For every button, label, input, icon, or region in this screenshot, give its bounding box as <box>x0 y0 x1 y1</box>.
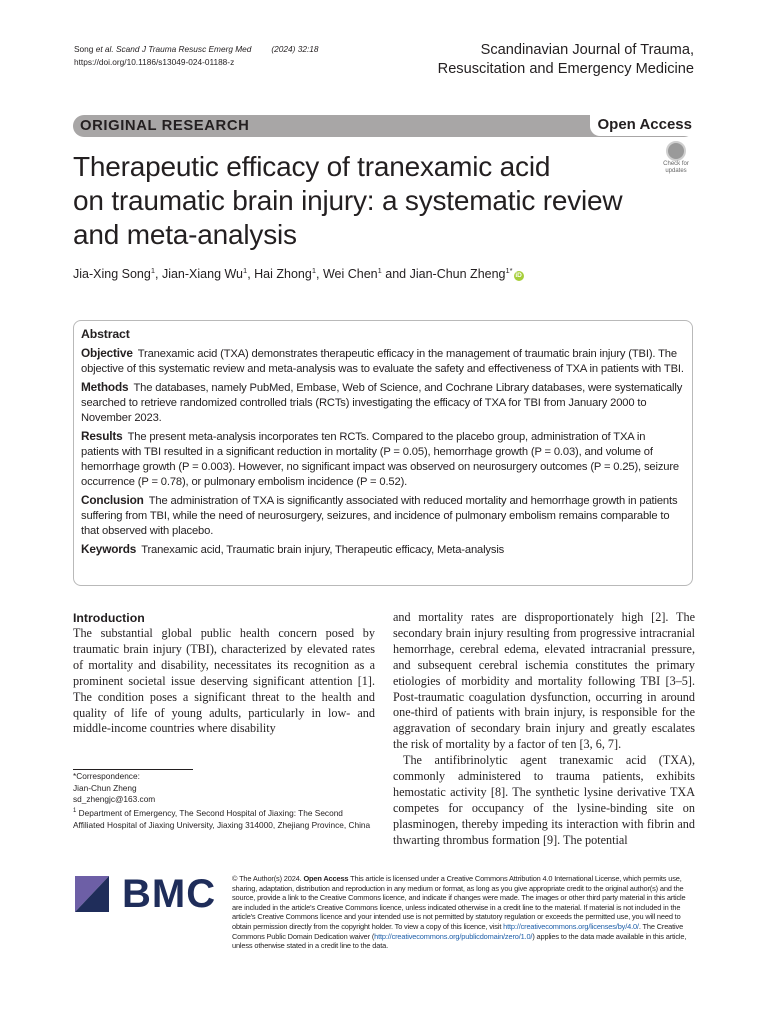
author-affiliation-sup: 1 <box>150 266 155 275</box>
body-paragraph: The substantial global public health concern posed by traumatic brain injury (TBI), characterized by elevated rates of mortality and disability, necessitates its recognition as a prominent societal issue deserving significant attention [1]. The condition poses a significant threat to the health and quality of life of young adults, particularly in low- and middle-income countries where disability <box>73 626 375 736</box>
header-journal: et al. Scand J Trauma Resusc Emerg Med <box>95 44 252 54</box>
header-authors: Song <box>74 44 94 54</box>
author-affiliation-sup: 1 <box>377 266 382 275</box>
correspondence-label: *Correspondence: <box>73 771 140 781</box>
license-open-access: Open Access <box>303 874 349 883</box>
license-body: . The Creative Commons Public Domain Dedication waiver ( <box>232 921 684 941</box>
author-separator: , <box>247 267 255 282</box>
abstract-section-text: The present meta-analysis incorporates ten RCTs. Compared to the placebo group, administration of TXA in patients with TBI resulted in a significant reduction in mortality (P = 0.05), hemorrhage growth (P = 0.03), and volume of hemorrhage growth (P = 0.003). However, no significant impact was observed on neurosurgery outcomes (P = 0.25), seizure occurrence (P = 0.78), or pulmonary embolism incidence (P = 0.52). <box>81 431 679 488</box>
author-name[interactable]: Hai Zhong <box>254 267 312 282</box>
orcid-icon[interactable]: iD <box>515 272 522 280</box>
abstract-section-label: Objective <box>81 346 133 360</box>
body-paragraph: The antifibrinolytic agent tranexamic acid (TXA), commonly administered to trauma patients, exhibits hemostatic activity [8]. The synthetic lysine derivative TXA competes for occupancy of the lysine-binding site on plasminogen, thereby impeding its interaction with fibrin and thwarting thrombus formation [9]. The potential <box>393 753 695 847</box>
abstract-section-label: Keywords <box>81 542 137 556</box>
license-body: This article is licensed under a Creative Commons Attribution 4.0 International License, which permits use, sharing, adaptation, distribution and reproduction in any medium or format, as long as you give appropriate credit to the original author(s) and the source, provide a link to the Creative Commons licence, and indicate if changes were made. The images or other third party material in this article are included in the article's Creative Commons licence, unless indicated otherwise in a credit line to the material. If material is not included in the article's Creative Commons licence and your intended use is not permitted by statutory regulation or exceeds the permitted use, you will need to obtain permission directly from the copyright holder. To view a copy of this licence, visit <box>232 874 686 931</box>
author-list <box>73 262 524 283</box>
title-line: on traumatic brain injury: a systematic review <box>73 185 623 216</box>
title-line: and meta-analysis <box>73 219 297 250</box>
correspondence-email[interactable]: sd_zhengjc@163.com <box>73 794 156 805</box>
footnote-rule <box>73 769 193 770</box>
license-link-cc0[interactable]: http://creativecommons.org/publicdomain/zero/1.0/ <box>374 931 533 941</box>
check-for-updates-badge[interactable] <box>655 141 697 181</box>
abstract <box>81 326 686 561</box>
correspondence-footnote <box>73 771 373 831</box>
author-separator: and <box>381 267 410 282</box>
license-text <box>232 874 696 951</box>
abstract-section-label: Results <box>81 429 123 443</box>
abstract-section-label: Conclusion <box>81 493 144 507</box>
body-column-left <box>73 610 375 737</box>
author-affiliation-sup: 1 <box>243 266 248 275</box>
author-separator: , <box>316 267 323 282</box>
author-name[interactable]: Jian-Chun Zheng <box>409 267 506 282</box>
running-header <box>74 43 318 69</box>
article-title <box>73 150 663 252</box>
license-link-cc-by[interactable]: http://creativecommons.org/licenses/by/4.0/ <box>503 921 639 931</box>
abstract-section-text: Tranexamic acid, Traumatic brain injury, Therapeutic efficacy, Meta-analysis <box>141 544 505 556</box>
body-column-right <box>393 610 695 849</box>
abstract-results <box>81 429 686 490</box>
author-affiliation-sup: 1* <box>505 266 513 275</box>
header-year: (2024) 32:18 <box>271 44 319 54</box>
abstract-objective <box>81 346 686 377</box>
open-access-label: Open Access <box>597 116 692 133</box>
check-updates-icon <box>666 141 686 161</box>
affiliation-sup: 1 <box>73 808 77 815</box>
license-body: ) applies to the data made available in this article, unless otherwise stated in a credit line to the data. <box>232 931 687 951</box>
author-affiliation-sup: 1 <box>311 266 316 275</box>
abstract-section-label: Methods <box>81 380 129 394</box>
article-type-label: ORIGINAL RESEARCH <box>80 118 250 134</box>
author-separator: , <box>155 267 162 282</box>
check-updates-line-2: updates <box>665 168 687 174</box>
doi-link[interactable]: https://doi.org/10.1186/s13049-024-01188-z <box>74 57 235 67</box>
section-heading-introduction: Introduction <box>73 611 145 625</box>
abstract-heading: Abstract <box>81 327 130 341</box>
author-name[interactable]: Jia-Xing Song <box>73 267 151 282</box>
affiliation-text: Department of Emergency, The Second Hospital of Jiaxing: The Second Affiliated Hospital of Jiaxing University, Jiaxing 314000, Zhejiang Province, China <box>73 807 371 830</box>
title-line: Therapeutic efficacy of tranexamic acid <box>73 151 551 182</box>
license-copyright: © The Author(s) 2024. <box>232 874 302 883</box>
bmc-wordmark: BMC <box>122 872 217 916</box>
abstract-section-text: Tranexamic acid (TXA) demonstrates therapeutic efficacy in the management of traumatic brain injury (TBI). The objective of this systematic review and meta-analysis was to evaluate the safety and effectiveness of TXA in patients with TBI. <box>81 348 684 375</box>
abstract-section-text: The databases, namely PubMed, Embase, Web of Science, and Cochrane Library databases, were systematically searched to retrieve randomized controlled trials (RCTs) investigating the efficacy of TXA for TBI from January 2000 to November 2023. <box>81 382 683 424</box>
journal-line-2: Resuscitation and Emergency Medicine <box>437 61 694 77</box>
author-name[interactable]: Jian-Xiang Wu <box>161 267 244 282</box>
abstract-section-text: The administration of TXA is significantly associated with reduced mortality and hemorrhage growth in patients suffering from TBI, while the need of neurosurgery, seizures, and incidence of pulmonary embolism remains comparable to that observed with placebo. <box>81 495 678 537</box>
body-paragraph: and mortality rates are disproportionately high [2]. The secondary brain injury resulting from progressive intracranial hemorrhage, cerebral edema, elevated intracranial pressure, and subsequent cerebral ischemia constitutes the primary etiologies of morbidity and mortality following TBI [3–5]. Post-traumatic coagulation dysfunction, occurring in around one-third of patients with brain injury, is responsible for the aggravation of secondary brain injury and greatly escalates the risk of mortality by a factor of ten [3, 6, 7]. <box>393 610 695 752</box>
check-updates-line-1: Check for <box>663 161 689 167</box>
correspondence-name: Jian-Chun Zheng <box>73 782 137 793</box>
abstract-keywords <box>81 542 686 558</box>
abstract-conclusion <box>81 493 686 539</box>
author-name[interactable]: Wei Chen <box>322 267 378 282</box>
abstract-methods <box>81 380 686 426</box>
journal-name <box>438 41 694 79</box>
journal-line-1: Scandinavian Journal of Trauma, <box>480 42 694 58</box>
affiliation <box>73 806 373 831</box>
